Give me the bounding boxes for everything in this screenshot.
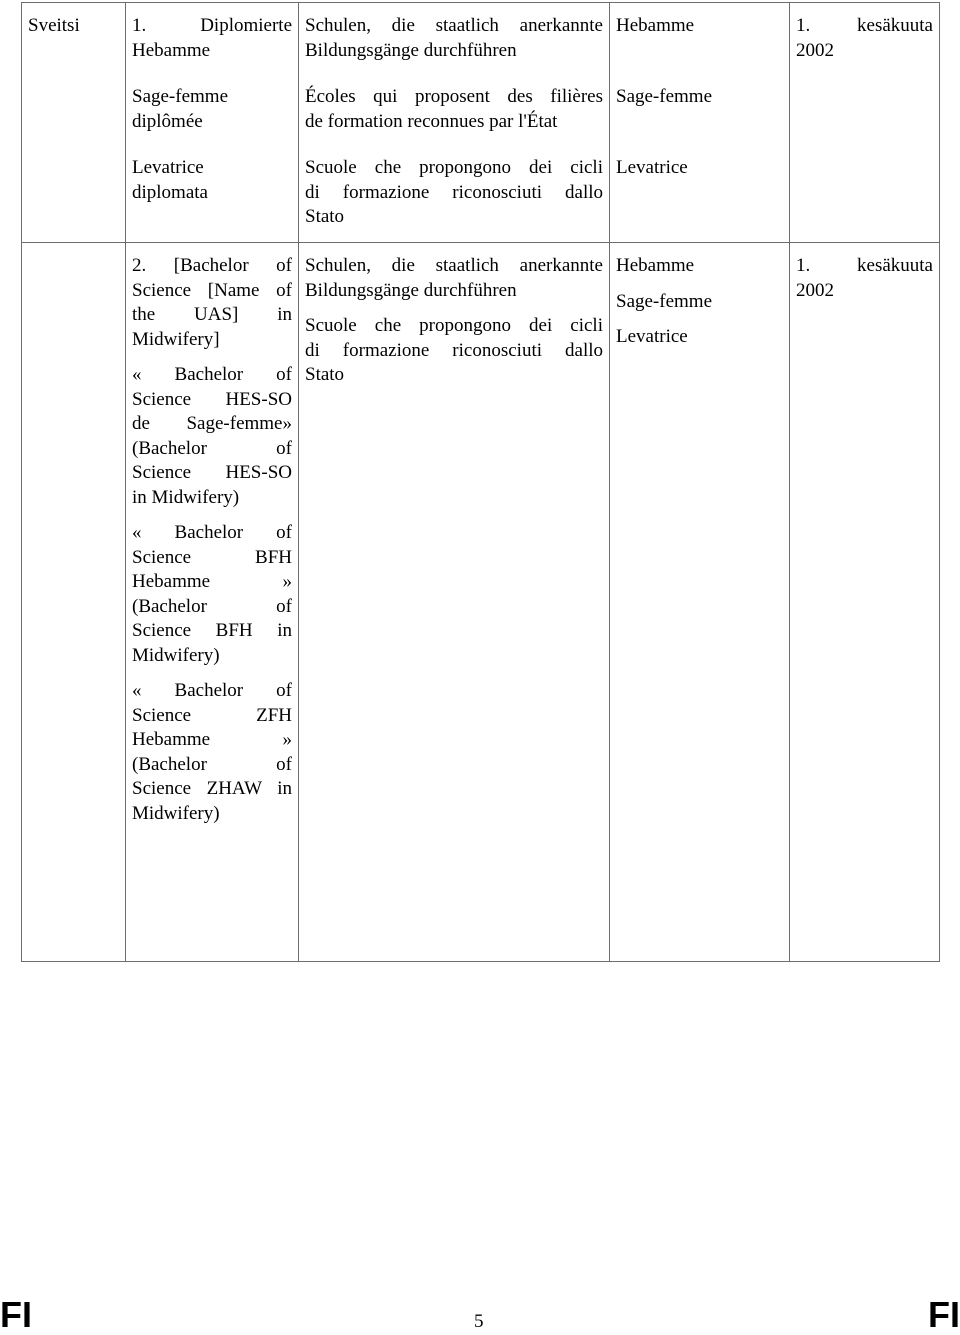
reference-date-line: 2002 <box>796 39 834 61</box>
diploma-title-line: 1. Diplomierte <box>132 15 292 36</box>
reference-date-line: 1. kesäkuuta <box>796 255 933 276</box>
professional-title: Hebamme <box>616 255 695 276</box>
diploma-paragraph <box>132 254 292 352</box>
awarding-body-line: de formation reconnues par l'État <box>305 110 558 132</box>
diploma-title-cell <box>126 3 299 75</box>
diploma-title-line: Hebamme <box>132 39 211 61</box>
reference-date-cell <box>790 145 940 243</box>
awarding-body-line: Écoles qui proposent des filières <box>305 86 603 107</box>
diploma-title-line: Midwifery) <box>132 802 220 824</box>
country-cell <box>22 3 126 75</box>
diploma-title-line: de Sage-femme» <box>132 413 292 434</box>
diploma-title-line: Hebamme » <box>132 729 292 750</box>
reference-date-cell <box>790 243 940 962</box>
awarding-body-line: Scuole che propongono dei cicli <box>305 315 603 336</box>
awarding-body-paragraph <box>305 314 603 388</box>
awarding-body-line: Bildungsgänge durchführen <box>305 39 517 61</box>
diploma-title-line: Hebamme » <box>132 571 292 592</box>
diploma-title-line: Sage-femme <box>132 86 229 107</box>
diploma-title-cell <box>126 74 299 145</box>
awarding-body-cell <box>299 243 610 962</box>
professional-title-cell <box>610 74 790 145</box>
reference-date-cell <box>790 74 940 145</box>
professional-title-cell <box>610 243 790 962</box>
country-cell <box>22 243 126 962</box>
diploma-title-cell <box>126 243 299 962</box>
diploma-title-line: diplomata <box>132 181 208 203</box>
diploma-title-line: Science HES-SO <box>132 462 292 483</box>
awarding-body-paragraph <box>305 254 603 303</box>
awarding-body-cell <box>299 145 610 243</box>
awarding-body-line: Stato <box>305 364 345 385</box>
professional-title-cell <box>610 3 790 75</box>
qualifications-table <box>21 2 940 962</box>
professional-title: Hebamme <box>616 15 695 36</box>
country-cell <box>22 74 126 145</box>
table-row <box>22 145 940 243</box>
diploma-title-line: Science BFH in <box>132 620 292 641</box>
country-name: Sveitsi <box>28 15 80 36</box>
reference-date-line: 1. kesäkuuta <box>796 15 933 36</box>
diploma-title-line: in Midwifery) <box>132 486 240 508</box>
diploma-title-line: Science [Name of <box>132 279 292 301</box>
diploma-title-line: diplômée <box>132 110 203 132</box>
table-row <box>22 74 940 145</box>
professional-title: Levatrice <box>616 326 688 347</box>
awarding-body-line: di formazione riconosciuti dallo <box>305 339 603 361</box>
reference-date-line: 2002 <box>796 279 834 301</box>
diploma-paragraph <box>132 363 292 510</box>
diploma-title-line: the UAS] in <box>132 304 292 325</box>
diploma-title-line: « Bachelor of <box>132 680 292 701</box>
professional-title: Sage-femme <box>616 290 713 312</box>
diploma-title-line: (Bachelor of <box>132 437 292 459</box>
awarding-body-line: Schulen, die staatlich anerkannte <box>305 15 603 36</box>
diploma-title-line: « Bachelor of <box>132 522 292 543</box>
awarding-body-cell <box>299 74 610 145</box>
page-number: 5 <box>474 1311 484 1332</box>
awarding-body-line: Scuole che propongono dei cicli <box>305 157 603 178</box>
diploma-title-line: Midwifery] <box>132 328 220 350</box>
professional-title: Levatrice <box>616 157 688 178</box>
reference-date-cell <box>790 3 940 75</box>
awarding-body-line: di formazione riconosciuti dallo <box>305 181 603 203</box>
diploma-title-line: (Bachelor of <box>132 753 292 775</box>
country-cell <box>22 145 126 243</box>
awarding-body-line: Bildungsgänge durchführen <box>305 279 517 301</box>
diploma-title-line: « Bachelor of <box>132 364 292 385</box>
footer-country-code-right: FI <box>928 1294 960 1335</box>
diploma-paragraph <box>132 679 292 826</box>
diploma-title-cell <box>126 145 299 243</box>
footer-country-code-left: FI <box>0 1294 32 1335</box>
diploma-title-line: Science ZFH <box>132 704 292 726</box>
awarding-body-line: Stato <box>305 206 345 227</box>
diploma-title-line: Science BFH <box>132 546 292 568</box>
diploma-paragraph <box>132 521 292 668</box>
diploma-title-line: Midwifery) <box>132 644 220 666</box>
professional-title: Sage-femme <box>616 86 713 107</box>
awarding-body-line: Schulen, die staatlich anerkannte <box>305 255 603 276</box>
professional-title-cell <box>610 145 790 243</box>
diploma-title-line: (Bachelor of <box>132 595 292 617</box>
diploma-title-line: Science HES-SO <box>132 388 292 410</box>
diploma-title-line: 2. [Bachelor of <box>132 255 292 276</box>
table-row <box>22 243 940 962</box>
table-row <box>22 3 940 75</box>
diploma-title-line: Science ZHAW in <box>132 778 292 799</box>
diploma-title-line: Levatrice <box>132 157 204 178</box>
awarding-body-cell <box>299 3 610 75</box>
